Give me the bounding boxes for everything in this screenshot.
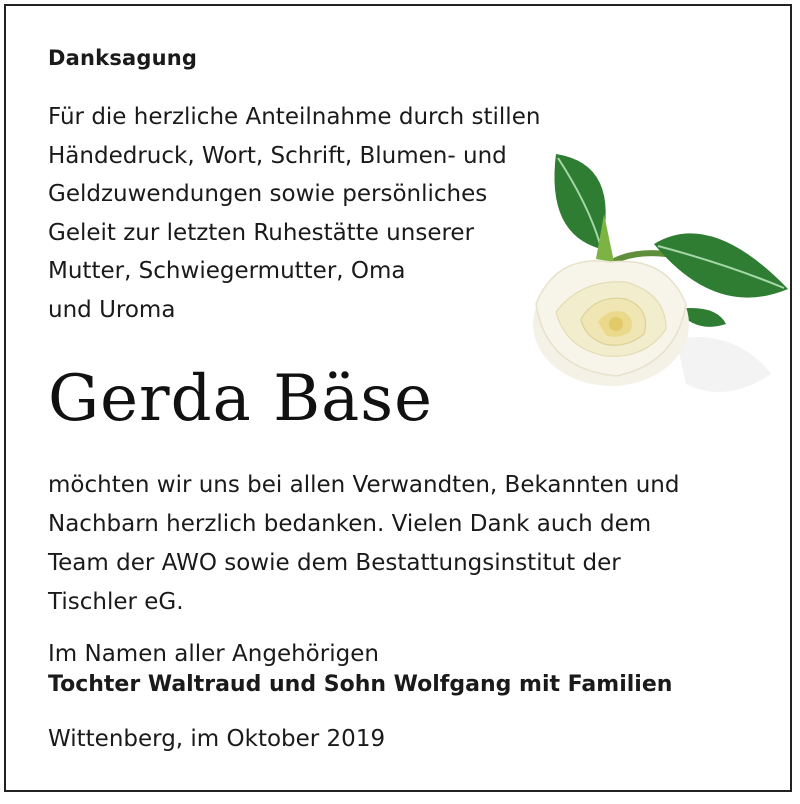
- deceased-name: Gerda Bäse: [48, 362, 433, 436]
- obituary-notice: [4, 4, 792, 792]
- notice-heading: Danksagung: [48, 46, 198, 70]
- intro-text: Für die herzliche Anteilnahme durch stillen Händedruck, Wort, Schrift, Blumen- und Geldzuwendungen sowie persönliches Geleit zur letzten Ruhestätte unserer Mutter, Schwiegermutter, Oma und Uroma: [48, 104, 541, 323]
- signoff-text: Im Namen aller Angehörigen: [48, 641, 379, 667]
- place-date: Wittenberg, im Oktober 2019: [48, 726, 386, 752]
- thanks-text: möchten wir uns bei allen Verwandten, Bekannten und Nachbarn herzlich bedanken. Vielen Dank auch dem Team der AWO sowie dem Bestattungsinstitut der Tischler eG.: [48, 472, 680, 615]
- family-names: Tochter Waltraud und Sohn Wolfgang mit Familien: [48, 672, 673, 697]
- white-rose-icon: [526, 144, 796, 414]
